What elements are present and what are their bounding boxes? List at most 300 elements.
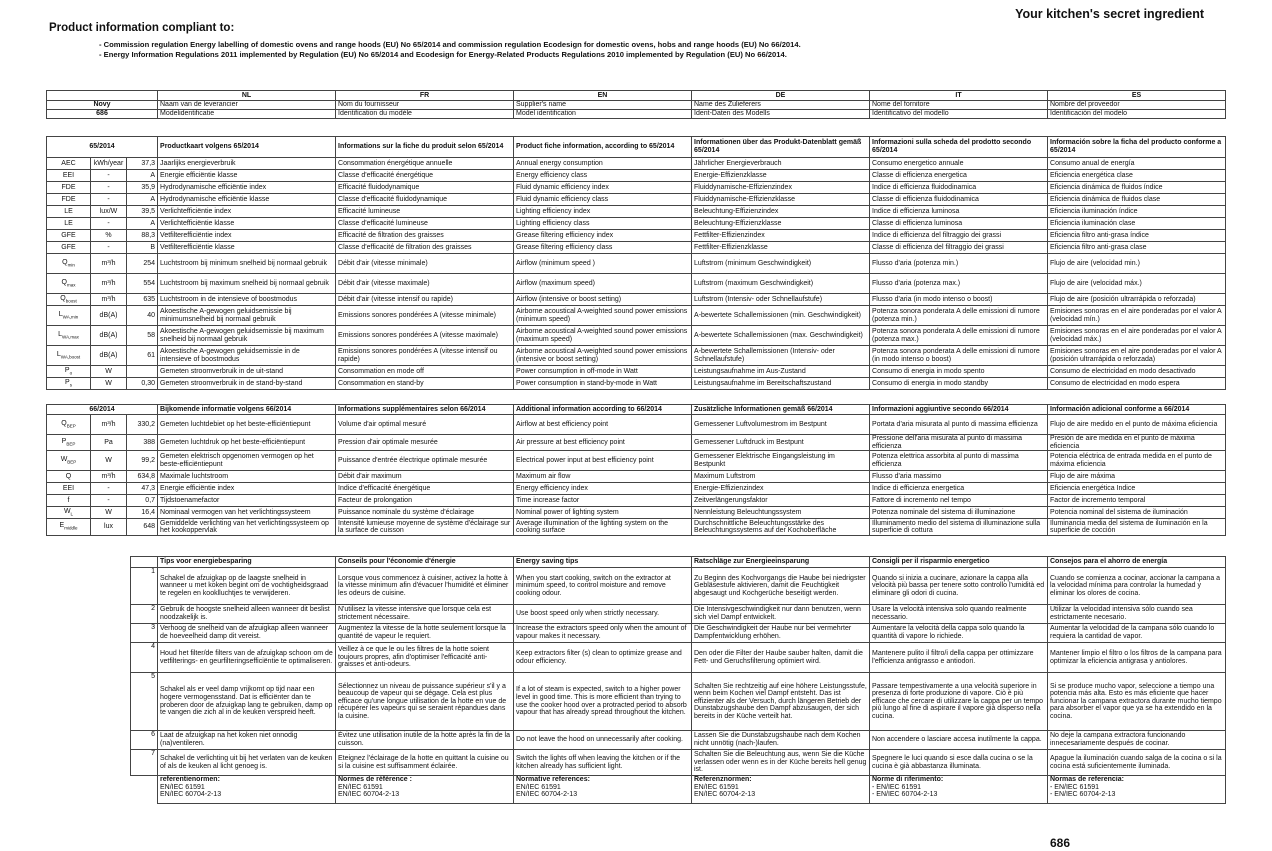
description-cell: Eficiencia filtro anti-grasa clase <box>1048 242 1226 254</box>
description-cell: Gemeten luchtdruk op het beste-efficiëntiepunt <box>158 435 336 451</box>
value-cell: A <box>127 218 158 230</box>
page-number: 686 <box>1050 836 1071 850</box>
description-cell: Energy efficiency class <box>514 170 692 182</box>
description-cell: Airborne acoustical A-weighted sound power emissions (minimum speed) <box>514 306 692 326</box>
column-header: Ratschläge zur Energieeinsparung <box>692 557 870 568</box>
table-row <box>131 643 1226 673</box>
model-label: Identificativo del modello <box>870 110 1048 119</box>
description-cell: Emisiones sonoras en el aire ponderadas por el valor A (velocidad mín.) <box>1048 306 1226 326</box>
description-cell: Flusso d'aria (potenza min.) <box>870 254 1048 274</box>
description-cell: Annual energy consumption <box>514 158 692 170</box>
table-row <box>131 673 1226 731</box>
norm-reference: EN/IEC 61591 <box>160 783 205 791</box>
symbol-cell <box>47 451 91 471</box>
description-cell: Potenza nominale del sistema di illuminazione <box>870 507 1048 519</box>
description-cell: Emissions sonores pondérées A (vitesse intensif ou rapide) <box>336 346 514 366</box>
description-cell: Emissions sonores pondérées A (vitesse minimale) <box>336 306 514 326</box>
symbol-cell <box>47 306 91 326</box>
description-cell: Volume d'air optimal mesuré <box>336 415 514 435</box>
description-cell: Energie-Effizienzklasse <box>692 170 870 182</box>
table-row <box>47 378 1226 390</box>
description-cell: Flujo de aire (posición ultrarrápida o reforzada) <box>1048 294 1226 306</box>
value-cell: 88,3 <box>127 230 158 242</box>
description-cell: Consumo de electricidad en modo desactivado <box>1048 366 1226 378</box>
description-cell: Eficiencia dinámica de fluidos clase <box>1048 194 1226 206</box>
value-cell: 0,30 <box>127 378 158 390</box>
value-cell: 16,4 <box>127 507 158 519</box>
description-cell: Nominaal vermogen van het verlichtingssysteem <box>158 507 336 519</box>
tip-text: Veillez à ce que le ou les filtres de la hotte soient toujours propres, afin d'optimiser l'efficacité anti-graisses et anti-odeurs. <box>336 643 514 673</box>
symbol-subscript: o <box>69 369 73 375</box>
description-cell: Classe di efficienza luminosa <box>870 218 1048 230</box>
symbol-cell <box>47 194 91 206</box>
description-cell: Consommation en stand-by <box>336 378 514 390</box>
table-row <box>47 101 1226 110</box>
table-row <box>47 495 1226 507</box>
tip-text: Schalten Sie die Beleuchtung aus, wenn Sie die Küche verlassen oder wenn es in der Küche bereits hell genug ist. <box>692 750 870 776</box>
norm-reference: EN/IEC 61591 <box>694 783 739 791</box>
column-header: Consejos para el ahorro de energía <box>1048 557 1226 568</box>
supplier-label: Supplier's name <box>514 101 692 110</box>
norms-title: Normes de référence : <box>338 776 412 783</box>
table-row <box>47 170 1226 182</box>
description-cell: Verlichtefficiëntie klasse <box>158 218 336 230</box>
description-cell: Airflow (maximum speed) <box>514 274 692 294</box>
norms-cell <box>1048 776 1226 804</box>
table-row <box>47 91 1226 101</box>
tip-text: Sélectionnez un niveau de puissance supérieur s'il y a beaucoup de vapeur qui se dégage. Cela est plus efficace qu'une longue utilisation de la hotte en vue de récupérer les vapeurs qui se seraient répandues dans la cuisine. <box>336 673 514 731</box>
tip-number: 2 <box>131 605 158 624</box>
norms-cell <box>514 776 692 804</box>
symbol-cell <box>47 158 91 170</box>
corner-cell <box>131 557 158 568</box>
table-row <box>47 230 1226 242</box>
symbol-cell <box>47 182 91 194</box>
tip-text: Eteignez l'éclairage de la hotte en quittant la cuisine ou si la cuisine est suffisamment éclairée. <box>336 750 514 776</box>
symbol-subscript: boost <box>65 297 77 303</box>
table-row <box>47 435 1226 451</box>
description-cell: Average illumination of the lighting system on the cooking surface <box>514 519 692 536</box>
table-row <box>47 137 1226 158</box>
tip-text: Usare la velocità intensiva solo quando realmente necessario. <box>870 605 1048 624</box>
value-cell: 47,3 <box>127 483 158 495</box>
regulation-line: - Commission regulation Energy labelling of domestic ovens and range hoods (EU) No 65/2014 and commission regulation Ecodesign for domestic ovens, hobs and range hoods (EU) No 66/2014. <box>99 40 801 49</box>
column-header: Informazioni aggiuntive secondo 66/2014 <box>870 405 1048 415</box>
description-cell: Fluid dynamic efficiency class <box>514 194 692 206</box>
value-cell: 635 <box>127 294 158 306</box>
energy-saving-tips-table <box>130 556 1226 804</box>
description-cell: Grease filtering efficiency class <box>514 242 692 254</box>
symbol-cell <box>47 483 91 495</box>
table-row <box>47 471 1226 483</box>
symbol: LE <box>64 219 73 227</box>
tip-text: Schakel de afzuigkap op de laagste snelheid in wanneer u met koken begint om de vochtigheidsgraad te regelen en kooklluchtjes te verwijderen. <box>158 568 336 605</box>
symbol-cell <box>47 378 91 390</box>
unit-cell: - <box>91 242 127 254</box>
symbol-subscript: min <box>67 261 75 267</box>
column-header: Informationen über das Produkt-Datenblatt gemäß 65/2014 <box>692 137 870 158</box>
tip-text: Schalten Sie rechtzeitig auf eine höhere Leistungsstufe, wenn beim Kochen viel Dampf entsteht. Das ist effizienter als der Versuch, durch längeren Betrieb der Dunstabzugshaube den Dampf abzusaugen, der sich bereits in der Küche verteilt hat. <box>692 673 870 731</box>
symbol: L <box>56 350 61 358</box>
norms-title: Referenznormen: <box>694 776 752 783</box>
tip-number: 4 <box>131 643 158 673</box>
table-row <box>47 451 1226 471</box>
unit-cell: - <box>91 170 127 182</box>
regulation-line: - Energy Information Regulations 2011 implemented by Regulation (EU) No 65/2014 and Ecodesign for Energy-Related Products Regulations 2010 implemented by Regulation (EU) No 66/2014. <box>99 50 787 59</box>
description-cell: Akoestische A-gewogen geluidsemissie bij minimumsnelheid bij normaal gebruik <box>158 306 336 326</box>
description-cell: Jaarlijks energieverbruik <box>158 158 336 170</box>
description-cell: Portata d'aria misurata al punto di massima efficienza <box>870 415 1048 435</box>
description-cell: Puissance d'entrée électrique optimale mesurée <box>336 451 514 471</box>
symbol-subscript: L <box>70 511 74 517</box>
description-cell: Flujo de aire medido en el punto de máxima eficiencia <box>1048 415 1226 435</box>
description-cell: A-bewertete Schallemissionen (max. Geschwindigkeit) <box>692 326 870 346</box>
unit-cell: m³/h <box>91 274 127 294</box>
norms-cell <box>692 776 870 804</box>
description-cell: Vetfilterefficiëntie klasse <box>158 242 336 254</box>
description-cell: Pression d'air optimale mesurée <box>336 435 514 451</box>
language-header: DE <box>692 91 870 101</box>
table-row <box>131 624 1226 643</box>
description-cell: Flusso d'aria (potenza max.) <box>870 274 1048 294</box>
table-row <box>47 254 1226 274</box>
model-label: Identificación del modelo <box>1048 110 1226 119</box>
tip-text: Die Intensivgeschwindigkeit nur dann benutzen, wenn sich viel Dampf entwickelt. <box>692 605 870 624</box>
regulations-list <box>99 40 801 60</box>
description-cell: Efficacité lumineuse <box>336 206 514 218</box>
description-cell: Airflow (minimum speed ) <box>514 254 692 274</box>
description-cell: Akoestische A-gewogen geluidsemissie in de intensieve of boostmodus <box>158 346 336 366</box>
description-cell: Emisiones sonoras en el aire ponderadas por el valor A (velocidad máx.) <box>1048 326 1226 346</box>
language-header: ES <box>1048 91 1226 101</box>
description-cell: Hydrodynamische efficiëntie klasse <box>158 194 336 206</box>
description-cell: Iluminancia media del sistema de iluminación en la superficie de cocción <box>1048 519 1226 536</box>
tip-text: Cuando se comienza a cocinar, accionar la campana a la velocidad mínima para controlar la humedad y eliminar los olores de cocina. <box>1048 568 1226 605</box>
description-cell: Flujo de aire (velocidad máx.) <box>1048 274 1226 294</box>
symbol-cell <box>47 242 91 254</box>
tip-text: Houd het filter/de filters van de afzuigkap schoon om de vetfilterings- en geurfilteringsefficiëntie te optimaliseren. <box>158 643 336 673</box>
symbol-subscript: WA,min <box>62 313 79 319</box>
tip-text: Quando si inizia a cucinare, azionare la cappa alla velocità più bassa per tenere sotto controllo l'umidità ed eliminare gli odori di cucina. <box>870 568 1048 605</box>
description-cell: Grease filtering efficiency index <box>514 230 692 242</box>
tip-text: Mantenere pulito il filtro/i della cappa per ottimizzare l'efficienza antigrasso e antiodori. <box>870 643 1048 673</box>
norm-reference: - EN/IEC 61591 <box>1050 783 1100 791</box>
value-cell: 330,2 <box>127 415 158 435</box>
unit-cell: m³/h <box>91 294 127 306</box>
tip-text: Aumentar la velocidad de la campana sólo cuando lo requiera la cantidad de vapor. <box>1048 624 1226 643</box>
symbol: FDE <box>61 183 76 191</box>
norms-cell <box>870 776 1048 804</box>
tip-text: If a lot of steam is expected, switch to a higher power level in good time. This is more efficient than trying to use the cooker hood over a protracted period to absorb vapour that has already spread throughout the kitchen. <box>514 673 692 731</box>
value-cell: 39,5 <box>127 206 158 218</box>
description-cell: Factor de incremento temporal <box>1048 495 1226 507</box>
symbol-cell <box>47 346 91 366</box>
description-cell: Intensité lumieuse moyenne de système d'éclairage sur la surface de cuisson <box>336 519 514 536</box>
symbol: GFE <box>61 231 76 239</box>
description-cell: Hydrodynamische efficiëntie index <box>158 182 336 194</box>
supplier-label: Nome del fornitore <box>870 101 1048 110</box>
description-cell: Leistungsaufnahme im Bereitschaftszustand <box>692 378 870 390</box>
description-cell: Potencia eléctrica de entrada medida en el punto de máxima eficiencia <box>1048 451 1226 471</box>
description-cell: Tijdstoenamefactor <box>158 495 336 507</box>
symbol-cell <box>47 254 91 274</box>
description-cell: Fettfilter-Effizienzklasse <box>692 242 870 254</box>
description-cell: Consommation énergétique annuelle <box>336 158 514 170</box>
tagline: Your kitchen's secret ingredient <box>1015 7 1204 21</box>
column-header: Conseils pour l'économie d'énergie <box>336 557 514 568</box>
table-row <box>47 415 1226 435</box>
norm-reference: EN/IEC 60704-2-13 <box>516 791 578 799</box>
tip-text: Increase the extractors speed only when the amount of vapour makes it necessary. <box>514 624 692 643</box>
description-cell: Power consumption in stand-by-mode in Watt <box>514 378 692 390</box>
symbol-subscript: s <box>69 381 72 387</box>
symbol: W <box>60 455 68 463</box>
regulation-label: 66/2014 <box>47 405 158 415</box>
description-cell: Airborne acoustical A-weighted sound power emissions (maximum speed) <box>514 326 692 346</box>
description-cell: Potenza sonora ponderata A delle emissioni di rumore (potenza max.) <box>870 326 1048 346</box>
tip-text: Den oder die Filter der Haube sauber halten, damit die Fett- und Geruchsfilterung optimiert wird. <box>692 643 870 673</box>
table-row <box>47 206 1226 218</box>
description-cell: Energie-Effizienzindex <box>692 483 870 495</box>
table-row <box>131 557 1226 568</box>
description-cell: Zeitverlängerungsfaktor <box>692 495 870 507</box>
symbol-cell <box>47 206 91 218</box>
description-cell: Fluiddynamische-Effizienzklasse <box>692 194 870 206</box>
symbol-subscript: WA,max <box>62 333 79 339</box>
norms-title: referentienormen: <box>160 776 220 783</box>
norms-title: Norme di riferimento: <box>872 776 944 783</box>
description-cell: Airflow at best efficiency point <box>514 415 692 435</box>
symbol: P <box>65 378 70 386</box>
description-cell: Nominal power of lighting system <box>514 507 692 519</box>
norm-reference: EN/IEC 60704-2-13 <box>694 791 756 799</box>
description-cell: Luftstrom (minimum Geschwindigkeit) <box>692 254 870 274</box>
value-cell: 0,7 <box>127 495 158 507</box>
description-cell: A-bewertete Schallemissionen (Intensiv- oder Schnellaufstufe) <box>692 346 870 366</box>
energy-label-table-65-2014 <box>46 136 1226 390</box>
norm-reference: EN/IEC 61591 <box>338 783 383 791</box>
table-row <box>131 605 1226 624</box>
description-cell: Airflow (intensive or boost setting) <box>514 294 692 306</box>
description-cell: Lighting efficiency class <box>514 218 692 230</box>
description-cell: Classe d'efficacité énergétique <box>336 170 514 182</box>
table-row <box>47 483 1226 495</box>
norm-reference: EN/IEC 60704-2-13 <box>338 791 400 799</box>
description-cell: Classe d'efficacité fluidodynamique <box>336 194 514 206</box>
symbol-subscript: max <box>66 281 76 287</box>
description-cell: Electrical power input at best efficiency point <box>514 451 692 471</box>
column-header: Información sobre la ficha del producto conforme a 65/2014 <box>1048 137 1226 158</box>
brand-name: Novy <box>47 101 158 110</box>
table-row <box>47 326 1226 346</box>
column-header: Energy saving tips <box>514 557 692 568</box>
symbol-cell <box>47 415 91 435</box>
model-label: Identification du modèle <box>336 110 514 119</box>
tip-text: Aumentare la velocità della cappa solo quando la quantità di vapore lo richiede. <box>870 624 1048 643</box>
description-cell: Luftstrom (maximum Geschwindigkeit) <box>692 274 870 294</box>
description-cell: Flusso d'aria massimo <box>870 471 1048 483</box>
unit-cell: m³/h <box>91 254 127 274</box>
tip-text: Do not leave the hood on unnecessarily after cooking. <box>514 731 692 750</box>
column-header: Product fiche information, according to 65/2014 <box>514 137 692 158</box>
column-header: Informations supplémentaires selon 66/2014 <box>336 405 514 415</box>
tip-text: Switch the lights off when leaving the kitchen or if the kitchen already has sufficient light. <box>514 750 692 776</box>
description-cell: Flusso d'aria (in modo intenso o boost) <box>870 294 1048 306</box>
description-cell: Time increase factor <box>514 495 692 507</box>
description-cell: Air pressure at best efficiency point <box>514 435 692 451</box>
unit-cell: - <box>91 182 127 194</box>
description-cell: Illuminamento medio del sistema di illuminazione sulla superficie di cottura <box>870 519 1048 536</box>
symbol-cell <box>47 170 91 182</box>
table-row <box>47 507 1226 519</box>
symbol-subscript: BEP <box>66 440 76 446</box>
table-row <box>47 182 1226 194</box>
norm-reference: EN/IEC 60704-2-13 <box>160 791 222 799</box>
norm-reference: - EN/IEC 60704-2-13 <box>872 791 938 799</box>
symbol: L <box>58 310 63 318</box>
symbol-cell <box>47 471 91 483</box>
description-cell: Débit d'air maximum <box>336 471 514 483</box>
unit-cell: m³/h <box>91 471 127 483</box>
unit-cell: dB(A) <box>91 346 127 366</box>
value-cell: 61 <box>127 346 158 366</box>
tip-text: Verhoog de snelheid van de afzuigkap alleen wanneer de hoeveelheid damp dit vereist. <box>158 624 336 643</box>
description-cell: Pressione dell'aria misurata al punto di massima efficienza <box>870 435 1048 451</box>
model-label: Model identification <box>514 110 692 119</box>
symbol: GFE <box>61 243 76 251</box>
table-row <box>47 294 1226 306</box>
symbol-subscript: BEP <box>67 459 77 465</box>
value-cell: 388 <box>127 435 158 451</box>
table-row <box>47 405 1226 415</box>
model-label: Modelidentificatie <box>158 110 336 119</box>
symbol: f <box>67 496 70 504</box>
description-cell: Gemessener Luftvolumestrom im Bestpunt <box>692 415 870 435</box>
symbol-cell <box>47 218 91 230</box>
description-cell: Potencia nominal del sistema de iluminación <box>1048 507 1226 519</box>
description-cell: Airborne acoustical A-weighted sound power emissions (intensive or boost setting) <box>514 346 692 366</box>
tip-text: When you start cooking, switch on the extractor at minimum speed, to control moisture and remove cooking odour. <box>514 568 692 605</box>
value-cell: 58 <box>127 326 158 346</box>
language-header: IT <box>870 91 1048 101</box>
description-cell: Maximum air flow <box>514 471 692 483</box>
description-cell: Puissance nominale du système d'éclairage <box>336 507 514 519</box>
description-cell: Lighting efficiency index <box>514 206 692 218</box>
symbol-subscript: WA,boost <box>60 353 81 359</box>
symbol-cell <box>47 294 91 306</box>
description-cell: Consumo anual de energía <box>1048 158 1226 170</box>
description-cell: Facteur de prolongation <box>336 495 514 507</box>
description-cell: Indice d'efficacité énergétique <box>336 483 514 495</box>
tip-text: N'utilisez la vitesse intensive que lorsque cela est strictement nécessaire. <box>336 605 514 624</box>
unit-cell: W <box>91 507 127 519</box>
description-cell: Eficiencia dinámica de fluidos índice <box>1048 182 1226 194</box>
description-cell: Indice di efficienza energetica <box>870 483 1048 495</box>
column-header: Productkaart volgens 65/2014 <box>158 137 336 158</box>
description-cell: A-bewertete Schallemissionen (min. Geschwindigkeit) <box>692 306 870 326</box>
description-cell: Débit d'air (vitesse minimale) <box>336 254 514 274</box>
symbol: Q <box>60 294 66 302</box>
description-cell: Classe di efficienza fluidodinamica <box>870 194 1048 206</box>
empty-cell <box>131 776 158 804</box>
unit-cell: lux <box>91 519 127 536</box>
column-header: Bijkomende informatie volgens 66/2014 <box>158 405 336 415</box>
norms-title: Normative references: <box>516 776 590 783</box>
column-header: Tips voor energiebesparing <box>158 557 336 568</box>
corner-cell <box>47 91 158 101</box>
value-cell: 634,8 <box>127 471 158 483</box>
unit-cell: W <box>91 366 127 378</box>
description-cell: Energie efficiëntie klasse <box>158 170 336 182</box>
description-cell: Luchtstroom in de intensieve of boostmodus <box>158 294 336 306</box>
description-cell: Emissions sonores pondérées A (vitesse maximale) <box>336 326 514 346</box>
description-cell: Consumo di energia in modo spento <box>870 366 1048 378</box>
tip-text: Apague la iluminación cuando salga de la cocina o si la cocina está suficientemente iluminada. <box>1048 750 1226 776</box>
supplier-label: Nom du fournisseur <box>336 101 514 110</box>
description-cell: Eficiencia energética clase <box>1048 170 1226 182</box>
language-header: NL <box>158 91 336 101</box>
supplier-label: Name des Zulieferers <box>692 101 870 110</box>
table-row <box>47 194 1226 206</box>
description-cell: Maximale luchtstroom <box>158 471 336 483</box>
table-row <box>131 568 1226 605</box>
description-cell: Classe di efficienza del filtraggio dei grassi <box>870 242 1048 254</box>
value-cell: 648 <box>127 519 158 536</box>
description-cell: Verlichtefficiëntie index <box>158 206 336 218</box>
page-heading: Product information compliant to: <box>49 22 235 34</box>
description-cell: Indice di efficienza del filtraggio dei grassi <box>870 230 1048 242</box>
value-cell: 37,3 <box>127 158 158 170</box>
table-row <box>131 776 1226 804</box>
description-cell: Gemessener Elektrische Eingangsleistung im Bestpunkt <box>692 451 870 471</box>
description-cell: Fattore di incremento nel tempo <box>870 495 1048 507</box>
tip-text: Laat de afzuigkap na het koken niet onnodig (na)ventileren. <box>158 731 336 750</box>
value-cell: 554 <box>127 274 158 294</box>
norm-reference: - EN/IEC 61591 <box>872 783 922 791</box>
description-cell: Eficiencia filtro anti-grasa índice <box>1048 230 1226 242</box>
table-row <box>47 306 1226 326</box>
tip-text: Augmentez la vitesse de la hotte seulement lorsque la quantité de vapeur le requiert. <box>336 624 514 643</box>
table-row <box>131 731 1226 750</box>
description-cell: Fluiddynamische-Effizienzindex <box>692 182 870 194</box>
description-cell: Eficiencia iluminación clase <box>1048 218 1226 230</box>
symbol: LE <box>64 207 73 215</box>
symbol-cell <box>47 519 91 536</box>
description-cell: Classe di efficienza energetica <box>870 170 1048 182</box>
norms-cell <box>158 776 336 804</box>
description-cell: Potenza elettrica assorbita al punto di massima efficienza <box>870 451 1048 471</box>
description-cell: Akoestische A-gewogen geluidsemissie bij maximum snelheid bij normaal gebruik <box>158 326 336 346</box>
tip-text: Die Geschwindigkeit der Haube nur bei vermehrter Dampfentwicklung erhöhen. <box>692 624 870 643</box>
symbol-subscript: middle <box>64 525 78 531</box>
value-cell: 99,2 <box>127 451 158 471</box>
column-header: Zusätzliche Informationen gemäß 66/2014 <box>692 405 870 415</box>
table-row <box>47 274 1226 294</box>
unit-cell: kWh/year <box>91 158 127 170</box>
description-cell: Leistungsaufnahme im Aus-Zustand <box>692 366 870 378</box>
description-cell: Consumo energetico annuale <box>870 158 1048 170</box>
language-header: EN <box>514 91 692 101</box>
symbol: FDE <box>61 195 76 203</box>
symbol-subscript: BEP <box>66 422 76 428</box>
column-header: Additional information according to 66/2014 <box>514 405 692 415</box>
unit-cell: lux/W <box>91 206 127 218</box>
description-cell: Gemiddelde verlichting van het verlichtingssysteem op het kookoppervlak <box>158 519 336 536</box>
symbol: P <box>64 366 70 374</box>
tip-text: Mantener limpio el filtro o los filtros de la campana para optimizar la eficiencia antigrasa y antiolores. <box>1048 643 1226 673</box>
unit-cell: dB(A) <box>91 326 127 346</box>
ecodesign-table-66-2014 <box>46 404 1226 536</box>
